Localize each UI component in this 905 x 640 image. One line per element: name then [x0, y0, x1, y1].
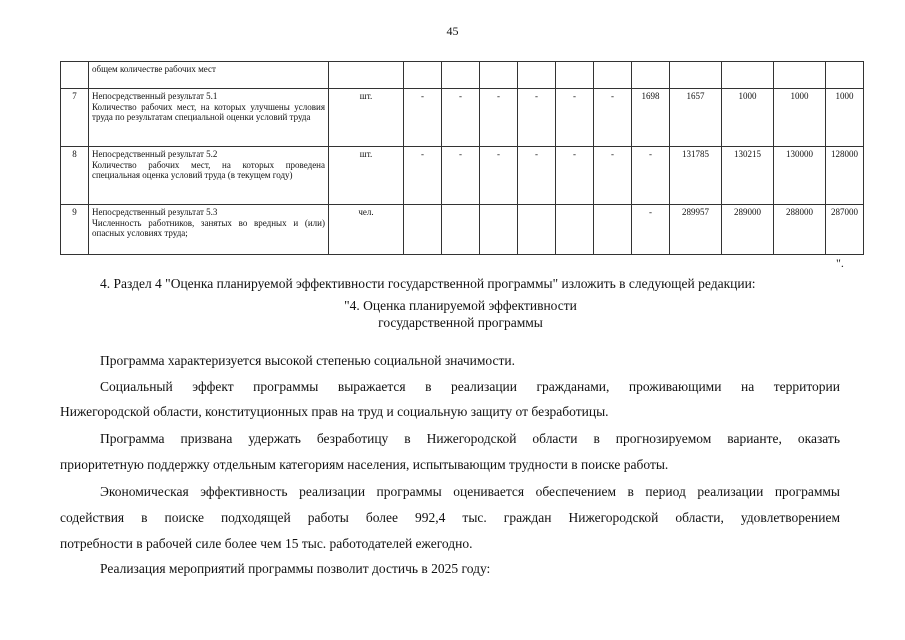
table-cell: - [480, 89, 518, 147]
table-cell: 130215 [722, 147, 774, 205]
table-row [61, 89, 864, 147]
paragraph-economic-line-2: содействия в поиске подходящей работы более 992,4 тыс. граждан Нижегородской области, удовлетворением [60, 510, 840, 525]
table-cell: - [442, 89, 480, 147]
row-unit: шт. [329, 89, 404, 147]
row-description: Непосредственный результат 5.2 Количество рабочих мест, на которых проведена специальная оценка условий труда (в текущем году) [89, 147, 329, 205]
row-description: Непосредственный результат 5.1 Количество рабочих мест, на которых улучшены условия труда по результатам специальной оценки условий труда [89, 89, 329, 147]
table-cell: - [518, 89, 556, 147]
table-row [61, 147, 864, 205]
paragraph-unemployment-line-1: Программа призвана удержать безработицу в Нижегородской области в прогнозируемом варианте, оказать [100, 431, 840, 446]
paragraph-social-effect-line-2: Нижегородской области, конституционных прав на труд и социальную защиту от безработицы. [60, 404, 609, 419]
row-number [61, 62, 89, 89]
table-cell [404, 205, 442, 255]
table-cell: 1698 [632, 89, 670, 147]
indicators-table [60, 61, 864, 255]
table-cell: 128000 [826, 147, 864, 205]
row-number: 9 [61, 205, 89, 255]
table-cell: 289000 [722, 205, 774, 255]
table-cell [480, 205, 518, 255]
row-number: 7 [61, 89, 89, 147]
table-cell: 130000 [774, 147, 826, 205]
table-cell: - [556, 89, 594, 147]
table-cell [442, 205, 480, 255]
table-cell [594, 205, 632, 255]
table-cell [556, 205, 594, 255]
table-cell: 289957 [670, 205, 722, 255]
table-cell: 1657 [670, 89, 722, 147]
table-cell: 131785 [670, 147, 722, 205]
section-heading-line-2: государственной программы [378, 315, 543, 330]
paragraph-social-effect-line-1: Социальный эффект программы выражается в реализации гражданами, проживающими на территории [100, 379, 840, 394]
paragraph-unemployment-line-2: приоритетную поддержку отдельным категориям населения, испытывающим трудности в поиске работы. [60, 457, 669, 472]
paragraph-significance: Программа характеризуется высокой степенью социальной значимости. [100, 353, 515, 368]
row-description: общем количестве рабочих мест [89, 62, 329, 89]
row-unit: шт. [329, 147, 404, 205]
page-number: 45 [446, 24, 459, 38]
table-cell: - [632, 147, 670, 205]
table-cell: - [594, 147, 632, 205]
table-row [61, 62, 864, 89]
table-cell: 1000 [774, 89, 826, 147]
paragraph-results-2025: Реализация мероприятий программы позволит достичь в 2025 году: [100, 561, 491, 576]
paragraph-section-4-amendment: 4. Раздел 4 "Оценка планируемой эффективности государственной программы" изложить в следующей редакции: [100, 276, 756, 291]
closing-quote: ". [836, 256, 844, 270]
table-row [61, 205, 864, 255]
table-cell: 1000 [722, 89, 774, 147]
row-number: 8 [61, 147, 89, 205]
table-cell: 287000 [826, 205, 864, 255]
table-cell: - [442, 147, 480, 205]
table-cell: - [404, 89, 442, 147]
row-unit: чел. [329, 205, 404, 255]
table-cell: - [480, 147, 518, 205]
table-cell: - [404, 147, 442, 205]
table-cell: - [518, 147, 556, 205]
paragraph-economic-line-1: Экономическая эффективность реализации программы оценивается обеспечением в период реализации программы [100, 484, 840, 499]
table-cell: - [594, 89, 632, 147]
row-description: Непосредственный результат 5.3 Численность работников, занятых во вредных и (или) опасных условиях труда; [89, 205, 329, 255]
table-cell: 1000 [826, 89, 864, 147]
section-heading-line-1: "4. Оценка планируемой эффективности [344, 298, 577, 313]
table-cell: - [632, 205, 670, 255]
table-cell: 288000 [774, 205, 826, 255]
table-cell [518, 205, 556, 255]
table-cell: - [556, 147, 594, 205]
paragraph-economic-line-3: потребности в рабочей силе более чем 15 тыс. работодателей ежегодно. [60, 536, 473, 551]
